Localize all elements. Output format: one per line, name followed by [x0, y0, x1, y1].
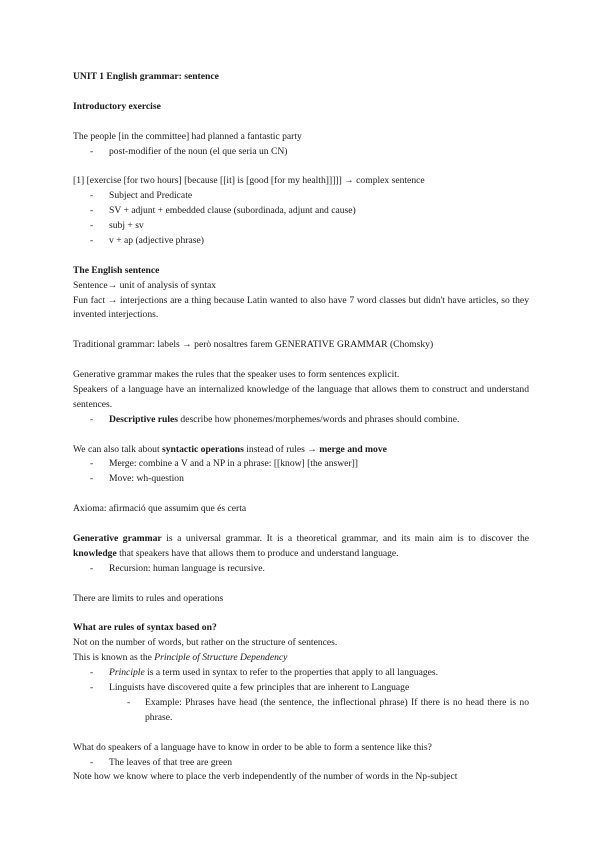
syntactic-operations [73, 443, 529, 458]
principle-list [73, 666, 529, 726]
text-span: instead of rules → [243, 443, 320, 455]
descriptive-rules-term: Descriptive rules [109, 413, 179, 425]
knowledge-term: knowledge [73, 547, 117, 559]
intro-bracketed-list [73, 189, 529, 249]
speakers-question: What do speakers of a language have to know in order to be able to form a sentence like this? [73, 741, 432, 753]
list-item: - SV + adjunt + embedded clause (subordinada, adjunt and cause) [73, 204, 529, 219]
text-span: is a universal grammar. It is a theoretical grammar, and its main aim is to discover the [161, 532, 529, 544]
recursion-list [73, 562, 529, 577]
list-item [73, 681, 529, 726]
operations-list [73, 457, 529, 487]
rules-structure: Not on the number of words, but rather on the structure of sentences. [73, 637, 338, 649]
axioma: Axioma: afirmació que assumim que és certa [73, 503, 247, 515]
list-item: - Example: Phrases have head (the sentence, the inflectional phrase) If there is no head there is no phrase. [109, 696, 529, 726]
principle-structure-dependency: Principle of Structure Dependency [154, 652, 288, 664]
list-item [73, 413, 529, 428]
document-title: UNIT 1 English grammar: sentence [73, 71, 219, 82]
intro-bracketed: [1] [exercise [for two hours] [because [[it] is [good [for my health]]]]] → complex sentence [73, 175, 425, 187]
generative-rules: Generative grammar makes the rules that the speaker uses to form sentences explicit. [73, 369, 400, 381]
principle-term: Principle [109, 667, 145, 679]
text-span: Linguists have discovered quite a few principles that are inherent to Language [109, 681, 410, 693]
traditional-grammar: Traditional grammar: labels → però nosaltres farem GENERATIVE GRAMMAR (Chomsky) [73, 339, 434, 351]
list-item: - v + ap (adjective phrase) [73, 234, 529, 249]
rules-heading: What are rules of syntax based on? [73, 622, 217, 634]
list-item: - Recursion: human language is recursive. [73, 562, 529, 577]
list-item: - Merge: combine a V and a NP in a phrase: [[know] [the answer]] [73, 457, 529, 472]
list-item: - Move: wh-question [73, 472, 529, 487]
merge-move-term: merge and move [319, 443, 387, 455]
nested-example-list [109, 696, 529, 726]
fun-fact: Fun fact → interjections are a thing because Latin wanted to also have 7 word classes but didn't have articles, so they invented interjections. [73, 294, 529, 321]
generative-grammar-definition [73, 532, 529, 562]
sentence-definition: Sentence→ unit of analysis of syntax [73, 279, 217, 291]
english-sentence-heading: The English sentence [73, 264, 160, 276]
list-item: - subj + sv [73, 219, 529, 234]
text-span: that speakers have that allows them to produce and understand language. [116, 547, 399, 559]
list-item: - post-modifier of the noun (el que seria un CN) [73, 145, 529, 160]
list-item [73, 666, 529, 681]
speakers-knowledge: Speakers of a language have an internalized knowledge of the language that allows them to construct and understand sentences. [73, 383, 529, 410]
intro-sentence: The people [in the committee] had planned a fantastic party [73, 130, 302, 142]
text-span: This is known as the [73, 652, 155, 664]
descriptive-list [73, 413, 529, 428]
question-list [73, 756, 529, 771]
list-item: - Subject and Predicate [73, 189, 529, 204]
generative-grammar-term: Generative grammar [73, 532, 162, 544]
intro-heading: Introductory exercise [73, 100, 161, 112]
document-body [73, 70, 529, 785]
text-span: is a term used in syntax to refer to the properties that apply to all languages. [144, 667, 439, 679]
syntactic-operations-term: syntactic operations [162, 443, 244, 455]
list-item: - The leaves of that tree are green [73, 756, 529, 771]
intro-sentence-list [73, 145, 529, 160]
descriptive-rules-text: describe how phonemes/morphemes/words and phrases should combine. [178, 413, 460, 425]
limits-note: There are limits to rules and operations [73, 592, 224, 604]
principle-known-as [73, 651, 529, 666]
text-span: We can also talk about [73, 443, 163, 455]
verb-placement-note: Note how we know where to place the verb independently of the number of words in the Np-subject [73, 771, 458, 783]
